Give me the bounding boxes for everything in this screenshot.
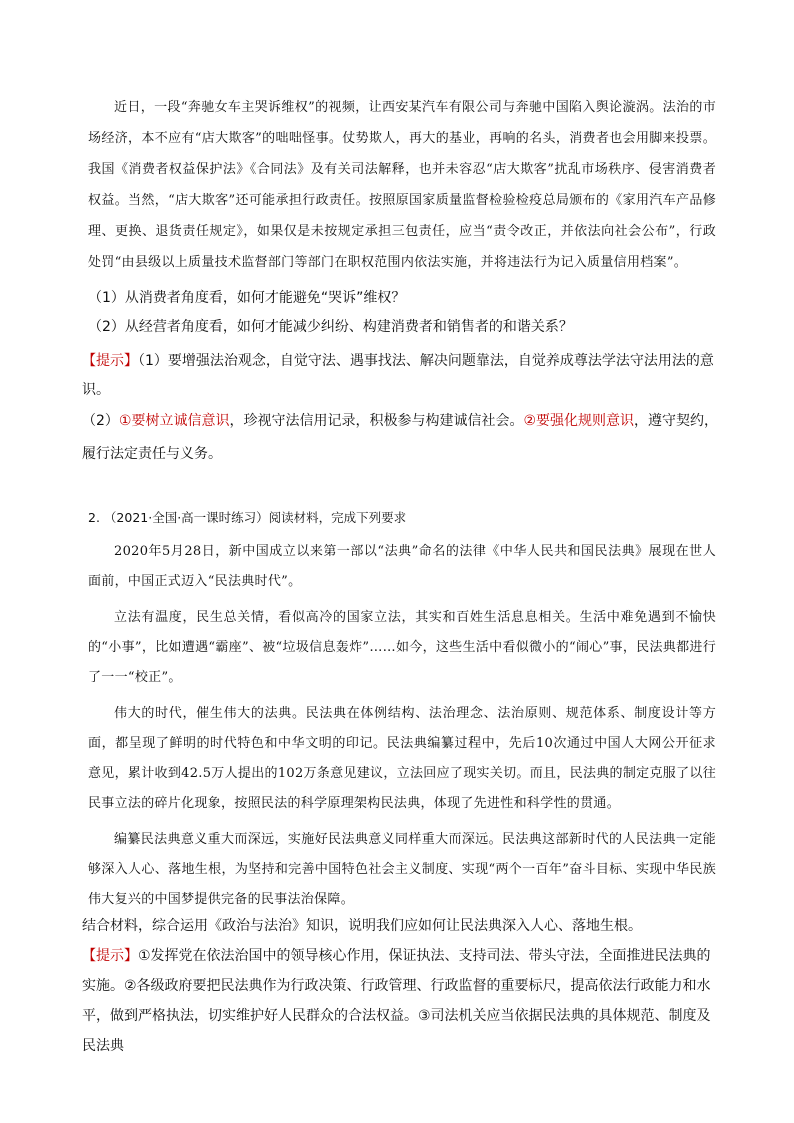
q1-hint-label: 【提示】	[82, 353, 138, 369]
q1-hint-part1: （1）要增强法治观念，自觉守法、遇事找法、解决问题靠法，自觉养成尊法学法守法用法的意识。	[82, 353, 714, 398]
q2-paragraph-3: 伟大的时代，催生伟大的法典。民法典在体例结构、法治理念、法治原则、规范体系、制度设计等方面，都呈现了鲜明的时代特色和中华文明的印记。民法典编纂过程中，先后10次通过中国人大网公开征求意见，累计收到42.5万人提出的102万条意见建议，立法回应了现实关切。而且，民法典的制定克服了以往民事立法的碎片化现象，按照民法的科学原理架构民法典，体现了先进性和科学性的贯通。	[88, 706, 716, 811]
q1-subquestion-2: （2）从经营者角度看，如何才能减少纠纷、构建消费者和销售者的和谐关系？	[88, 319, 573, 335]
q1-subquestion-1: （1）从消费者角度看，如何才能避免“哭诉”维权？	[88, 290, 406, 306]
q2-paragraph-1: 2020年5月28日，新中国成立以来第一部以“法典”命名的法律《中华人民共和国民法典》展现在世人面前，中国正式迈入“民法典时代”。	[88, 544, 716, 589]
q1-material-text: 近日，一段“奔驰女车主哭诉维权”的视频，让西安某汽车有限公司与奔驰中国陷入舆论漩涡。法治的市场经济，本不应有“店大欺客”的咄咄怪事。仗势欺人，再大的基业，再响的名头，消费者也会用脚来投票。我国《消费者权益保护法》《合同法》及有关司法解释，也并未容忍“店大欺客”扰乱市场秩序、侵害消费者权益。当然，“店大欺客”还可能承担行政责任。按照原国家质量监督检验检疫总局颁布的《家用汽车产品修理、更换、退货责任规定》，如果仅是未按规定承担三包责任，应当“责令改正，并依法向社会公布”，行政处罚“由县级以上质量技术监督部门等部门在职权范围内依法实施，并将违法行为记入质量信用档案”。	[88, 100, 716, 270]
q1-hint	[82, 347, 722, 471]
q2-header	[88, 506, 716, 530]
q2-hint-text: ①发挥党在依法治国中的领导核心作用，保证执法、支持司法、带头守法，全面推进民法典的实施。②各级政府要把民法典作为行政决策、行政管理、行政监督的重要标尺，提高依法行政能力和水平，做到严格执法，切实维护好人民群众的合法权益。③司法机关应当依据民法典的具体规范、制度及民法典	[82, 948, 711, 1054]
q1-subquestions	[88, 284, 716, 342]
q1-hint-part2-red2: ②要强化规则意识	[523, 413, 635, 429]
q1-hint-part2-red1: ①要树立诚信意识	[118, 413, 230, 429]
q2-hint-label: 【提示】	[82, 948, 138, 964]
q2-question-text: 结合材料，综合运用《政治与法治》知识，说明我们应如何让民法典深入人心、落地生根。	[82, 918, 642, 934]
q1-hint-line2	[82, 405, 722, 471]
q1-material	[88, 92, 716, 278]
q2-number: 2.	[88, 510, 100, 525]
q2-paragraph-2: 立法有温度，民生总关情，看似高冷的国家立法，其实和百姓生活息息相关。生活中难免遇到不愉快的“小事”，比如遭遇“霸座”、被“垃圾信息轰炸”……如今，这些生活中看似微小的“闹心”事，民法典都进行了一一“校正”。	[88, 610, 716, 685]
q2-stem: （2021·全国·高一课时练习）阅读材料，完成下列要求	[103, 510, 407, 525]
q1-hint-part2-mid: ，珍视守法信用记录，积极参与构建诚信社会。	[229, 413, 524, 429]
q1-hint-part2-prefix: （2）	[82, 413, 119, 429]
q1-hint-line1	[82, 347, 722, 405]
q1-hint-part2-end: ，遵守契约，履行法定责任与义务。	[82, 413, 719, 462]
q2-hint	[82, 941, 722, 1061]
q2-paragraph-4: 编纂民法典意义重大而深远，实施好民法典意义同样重大而深远。民法典这部新时代的人民法典一定能够深入人心、落地生根，为坚持和完善中国特色社会主义制度、实现“两个一百年”奋斗目标、实现中华民族伟大复兴的中国梦提供完备的民事法治保障。	[88, 832, 716, 907]
q2-material	[88, 537, 716, 915]
q2-hint-paragraph	[82, 941, 722, 1061]
q2-question	[82, 912, 722, 941]
